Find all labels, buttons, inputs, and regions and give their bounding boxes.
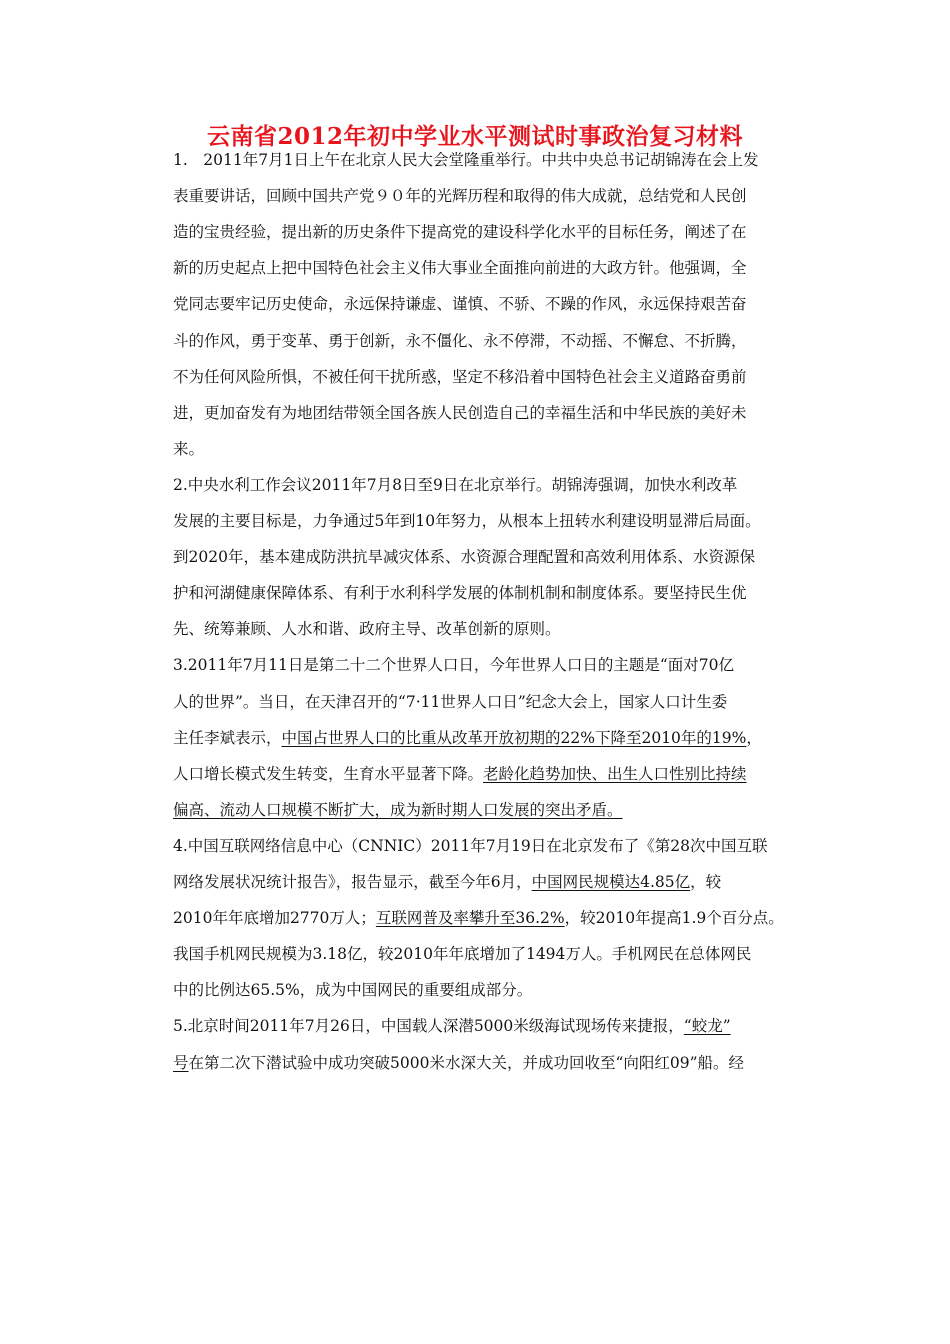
text-segment: 2.中央水利工作会议2011年7月8日至9日在北京举行。胡锦涛强调，加快水利改革 <box>173 475 738 494</box>
text-line <box>173 403 823 423</box>
text-line <box>173 836 823 856</box>
text-line <box>173 186 823 206</box>
text-segment: 新的历史起点上把中国特色社会主义伟大事业全面推向前进的大政方针。他强调，全 <box>173 259 747 278</box>
text-segment: 发展的主要目标是，力争通过5年到10年努力，从根本上扭转水利建设明显滞后局面。 <box>173 512 761 530</box>
text-line <box>173 1053 823 1073</box>
text-segment: 不为任何风险所惧，不被任何干扰所惑，坚定不移沿着中国特色社会主义道路奋勇前 <box>173 367 747 386</box>
text-segment: 造的宝贵经验，提出新的历史条件下提高党的建设科学化水平的目标任务，阐述了在 <box>173 223 747 242</box>
document-title: 云南省2012年初中学业水平测试时事政治复习材料 <box>206 123 743 150</box>
text-line <box>173 728 823 748</box>
text-segment: 2010年年底增加2770万人； <box>173 909 376 928</box>
text-segment: 到2020年，基本建成防洪抗旱减灾体系、水资源合理配置和高效利用体系、水资源保 <box>173 548 755 567</box>
text-segment: ，较2010年提高1.9个百分点。 <box>564 909 784 928</box>
text-segment: ， <box>746 728 762 747</box>
text-line <box>173 439 823 459</box>
underlined-text: 中国占世界人口的比重从改革开放初期的22%下降至2010年的19% <box>281 728 747 747</box>
text-segment: 人的世界”。当日，在天津召开的“7·11世界人口日”纪念大会上，国家人口计生委 <box>173 692 728 711</box>
text-line <box>173 511 823 531</box>
text-line <box>173 331 823 351</box>
text-segment: 1. 2011年7月1日上午在北京人民大会堂隆重举行。中共中央总书记胡锦涛在会上发 <box>173 151 759 169</box>
text-line <box>173 222 823 242</box>
text-line <box>173 367 823 387</box>
text-line <box>173 800 823 820</box>
underlined-text: 老龄化趋势加快、出生人口性别比持续 <box>483 764 747 783</box>
underlined-text: 互联网普及率攀升至36.2% <box>375 909 565 928</box>
text-line <box>173 258 823 278</box>
text-segment: 在第二次下潜试验中成功突破5000米水深大关，并成功回收至“向阳红09”船。经 <box>188 1053 745 1072</box>
text-segment: 先、统筹兼顾、人水和谐、政府主导、改革创新的原则。 <box>173 620 561 639</box>
text-line <box>173 150 823 170</box>
text-segment: 主任李斌表示， <box>173 728 282 747</box>
text-line <box>173 1016 823 1036</box>
underlined-text: “蛟龙” <box>683 1017 731 1036</box>
text-segment: 网络发展状况统计报告》，报告显示，截至今年6月， <box>173 873 532 891</box>
text-segment: 我国手机网民规模为3.18亿，较2010年年底增加了1494万人。手机网民在总体网民 <box>173 945 752 964</box>
text-segment: 来。 <box>173 439 205 458</box>
text-line <box>173 872 823 892</box>
text-segment: ，较 <box>690 873 722 891</box>
text-segment: 进，更加奋发有为地团结带领全国各族人民创造自己的幸福生活和中华民族的美好未 <box>173 403 747 422</box>
text-line <box>173 692 823 712</box>
text-line <box>173 294 823 314</box>
text-line <box>173 908 823 928</box>
text-segment: 人口增长模式发生转变，生育水平显著下降。 <box>173 764 484 783</box>
text-line <box>173 619 823 639</box>
underlined-text: 中国网民规模达4.85亿 <box>531 873 691 891</box>
text-segment: 表重要讲话，回顾中国共产党９０年的光辉历程和取得的伟大成就，总结党和人民创 <box>173 187 747 206</box>
text-line <box>173 547 823 567</box>
text-segment: 中的比例达65.5%，成为中国网民的重要组成部分。 <box>173 981 533 1000</box>
text-line <box>173 583 823 603</box>
text-segment: 5.北京时间2011年7月26日，中国载人深潜5000米级海试现场传来捷报， <box>173 1017 684 1036</box>
text-segment: 4.中国互联网络信息中心（CNNIC）2011年7月19日在北京发布了《第28次中国互联 <box>173 836 768 855</box>
text-line <box>173 475 823 495</box>
text-segment: 斗的作风，勇于变革、勇于创新，永不僵化、永不停滞，不动摇、不懈怠、不折腾， <box>173 331 747 350</box>
text-line <box>173 980 823 1000</box>
text-line <box>173 944 823 964</box>
underlined-text: 偏高、流动人口规模不断扩大，成为新时期人口发展的突出矛盾。 <box>173 800 623 819</box>
text-segment: 护和河湖健康保障体系、有利于水利科学发展的体制机制和制度体系。要坚持民生优 <box>173 584 747 603</box>
text-line <box>173 655 823 675</box>
text-segment: 党同志要牢记历史使命，永远保持谦虚、谨慎、不骄、不躁的作风，永远保持艰苦奋 <box>173 295 747 314</box>
underlined-text: 号 <box>173 1053 189 1072</box>
text-segment: 3.2011年7月11日是第二十二个世界人口日，今年世界人口日的主题是“面对70亿 <box>173 656 734 675</box>
text-line <box>173 764 823 784</box>
